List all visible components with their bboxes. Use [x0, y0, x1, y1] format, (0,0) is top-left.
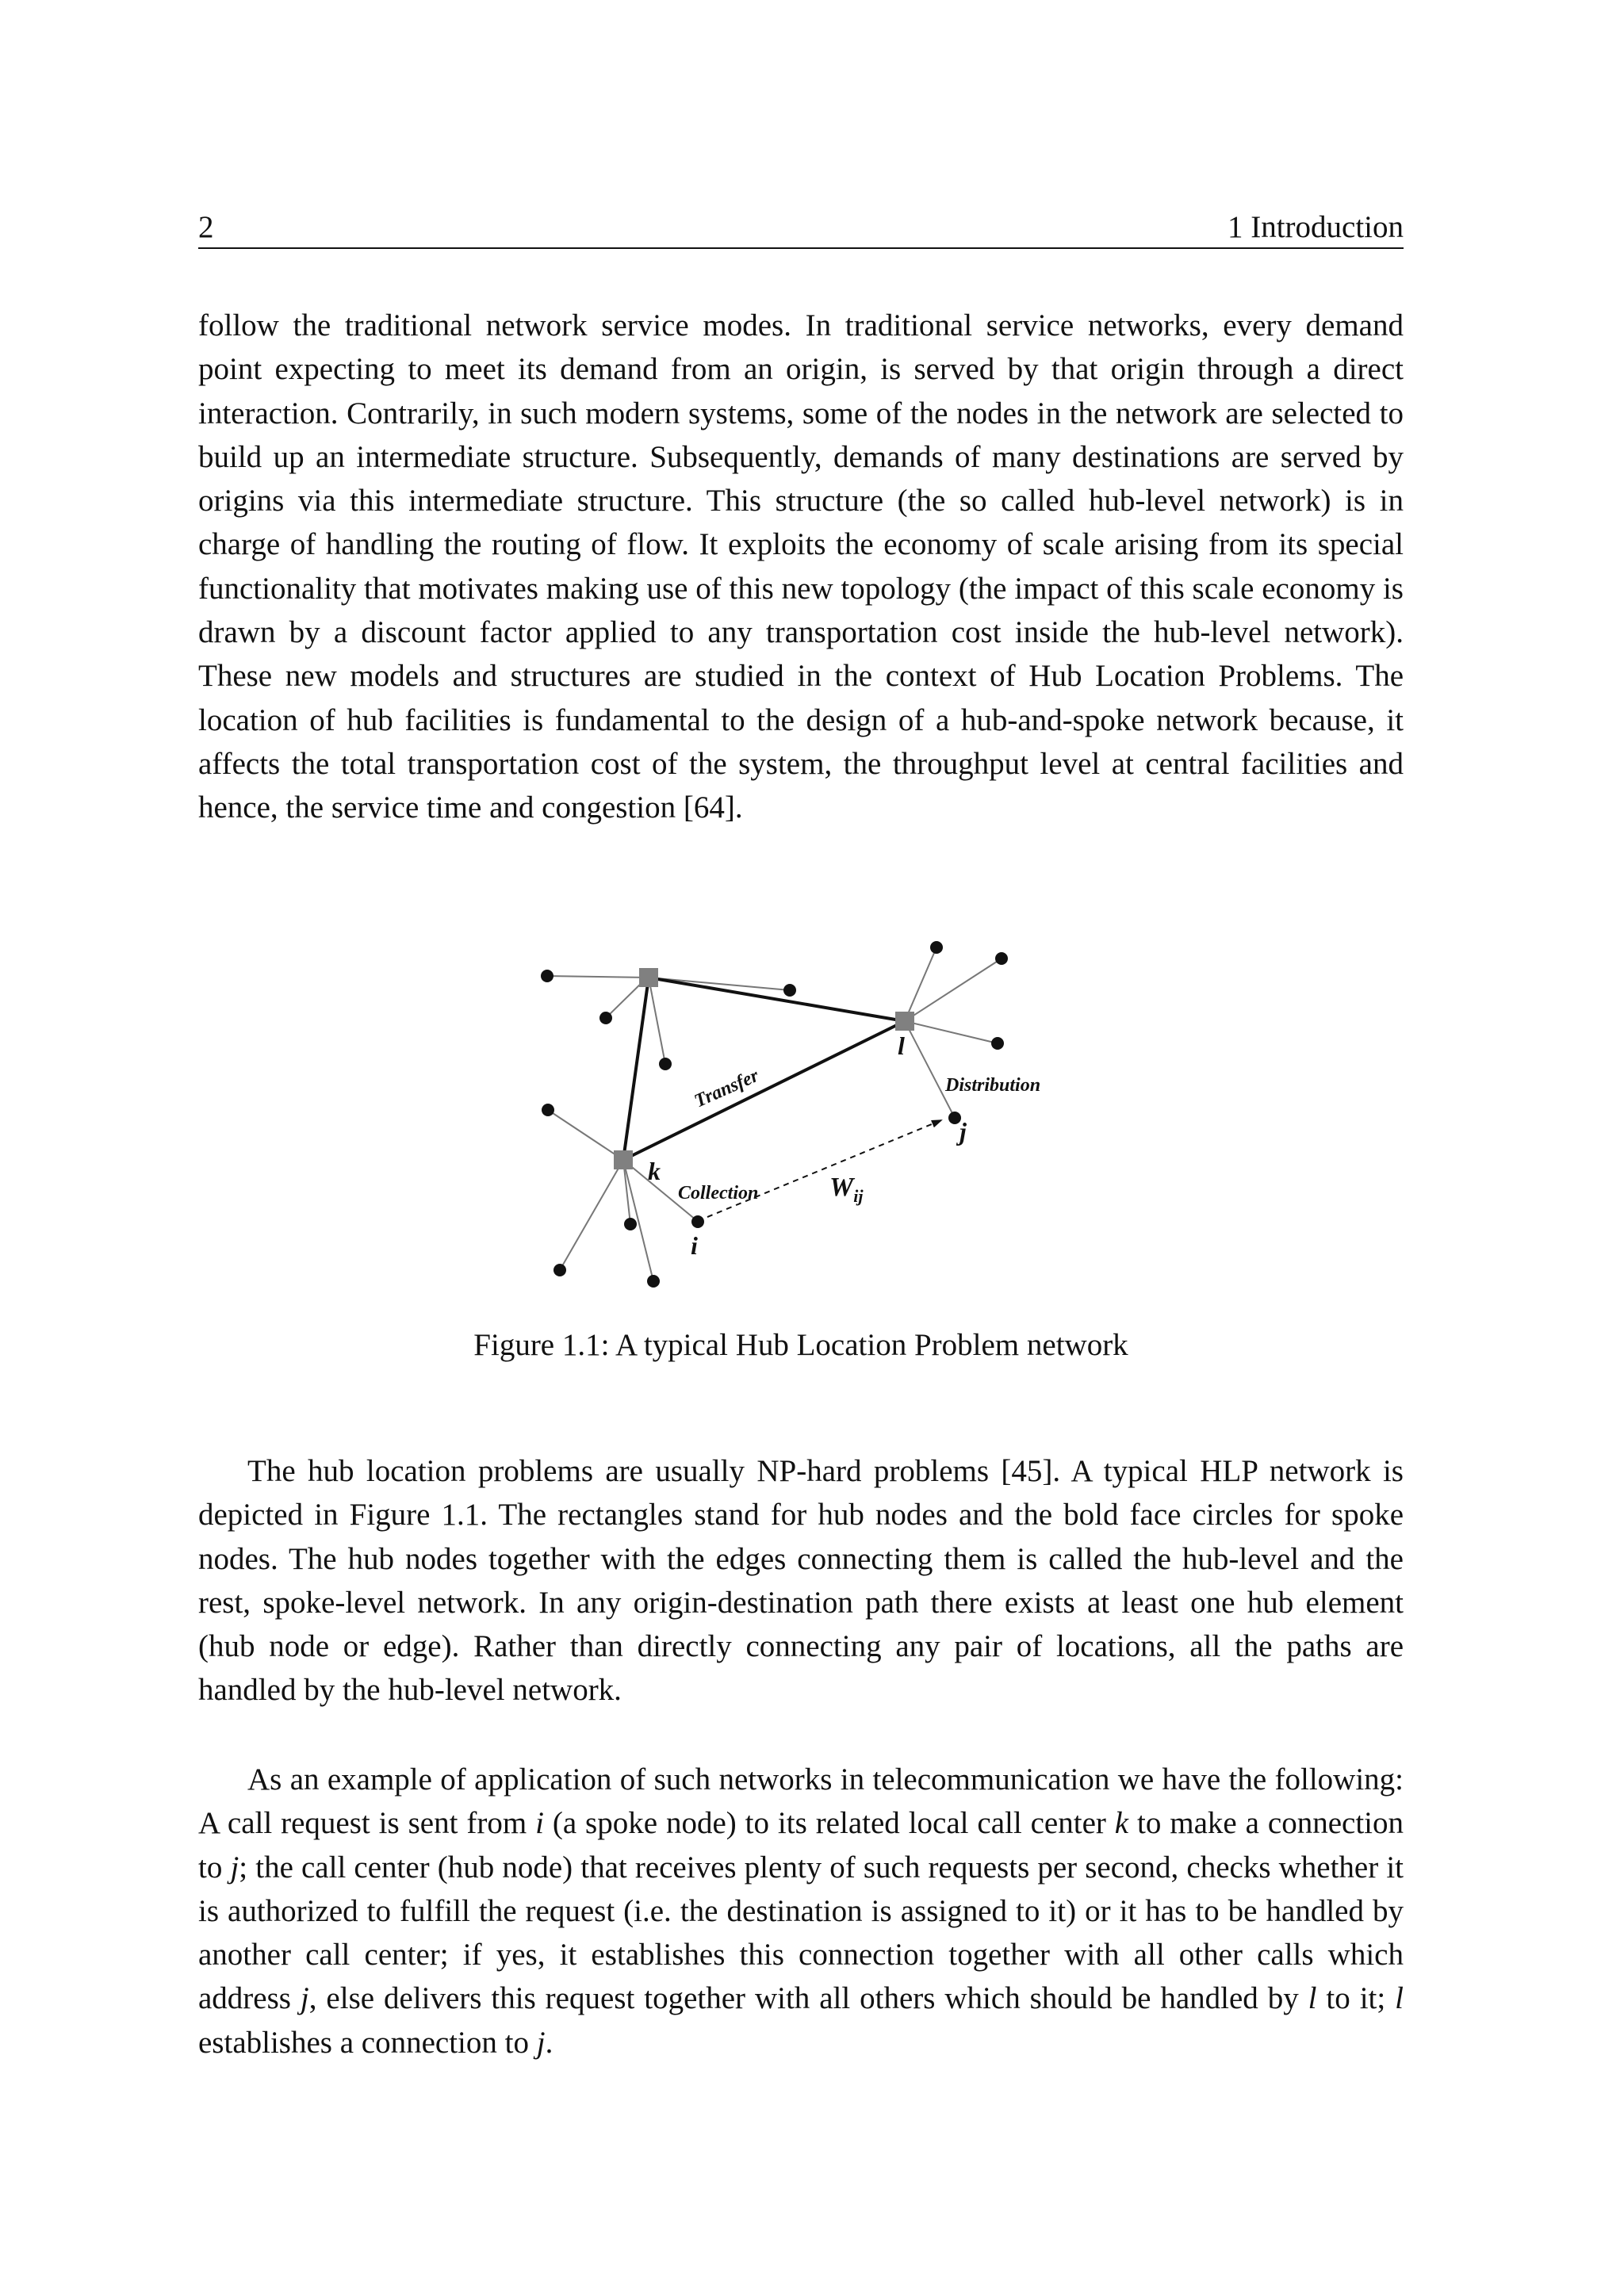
math-var: l — [1395, 1981, 1404, 2016]
math-var: j — [230, 1850, 239, 1885]
spoke-node — [995, 952, 1008, 965]
text-run: to it; — [1316, 1981, 1396, 2016]
math-var: j — [536, 2025, 546, 2060]
demand-path-arrow — [698, 1120, 941, 1221]
hub-network-figure — [198, 928, 1404, 1308]
hub-node-l — [895, 1012, 914, 1031]
text-run: establishes a connection to — [198, 2025, 537, 2060]
spoke-node-i — [691, 1215, 704, 1228]
hub-network-diagram — [198, 928, 1404, 1308]
l-label: l — [898, 1031, 905, 1060]
spoke-node — [542, 1104, 554, 1116]
text-run: (a spoke node) to its related local call center — [543, 1806, 1115, 1841]
math-var: l — [1308, 1981, 1317, 2016]
paragraph-intro: follow the traditional network service modes. In traditional service networks, every demand point expecting to meet its demand from an origin, is served by that origin through a direct interaction. Contrarily, in such modern systems, some of the nodes in the network are selected to build up an intermediate structure. Subsequently, demands of many destinations are served by origins via this intermediate structure. This structure (the so called hub-level network) is in charge of handling the routing of flow. It exploits the economy of scale arising from its special functionality that motivates making use of this new topology (the impact of this scale economy is drawn by a discount factor applied to any transportation cost inside the hub-level network). These new models and structures are studied in the context of Hub Location Problems. The location of hub facilities is fundamental to the design of a hub-and-spoke network because, it affects the total transportation cost of the system, the throughput level at central facilities and hence, the service time and congestion [64]. — [198, 308, 1404, 825]
math-var: k — [1114, 1806, 1129, 1841]
text-run: , else delivers this request together with all others which should be handled by — [308, 1981, 1308, 2016]
distribution-label: Distribution — [945, 1075, 1041, 1096]
math-var: i — [535, 1806, 544, 1841]
text-run: . — [545, 2025, 553, 2060]
text-run: As an example of application of such networks in telecommunication we have the following: A call request is sent from — [198, 1762, 1404, 1841]
transfer-label: Transfer — [691, 1065, 762, 1112]
w-subscript: ij — [853, 1186, 864, 1206]
math-var: j — [300, 1981, 309, 2016]
w-symbol: W — [829, 1173, 854, 1202]
figure-caption: Figure 1.1: A typical Hub Location Problem network — [473, 1328, 1128, 1362]
spoke-node — [991, 1037, 1004, 1050]
j-label: j — [959, 1117, 967, 1146]
page-header — [198, 208, 1404, 249]
collection-label: Collection — [678, 1183, 759, 1203]
paragraph-example — [198, 1758, 1404, 2064]
spoke-node — [659, 1058, 672, 1070]
w-label — [829, 1173, 864, 1206]
spoke-node — [647, 1275, 660, 1288]
spoke-node — [553, 1264, 566, 1276]
page-number: 2 — [198, 210, 214, 244]
k-label: k — [648, 1157, 661, 1185]
running-head: 1 Introduction — [1227, 210, 1404, 244]
spoke-node — [541, 970, 553, 982]
hub-node — [639, 968, 658, 987]
spoke-node — [930, 941, 943, 954]
paragraph-hlp: The hub location problems are usually NP-hard problems [45]. A typical HLP network is depicted in Figure 1.1. The rectangles stand for hub nodes and the bold face circles for spoke nodes. The hub nodes together with the edges connecting them is called the hub-level and the rest, spoke-level network. In any origin-destination path there exists at least one hub element (hub node or edge). Rather than directly connecting any pair of locations, all the paths are handled by the hub-level network. — [198, 1454, 1404, 1708]
spoke-node — [599, 1012, 612, 1024]
i-label: i — [691, 1231, 698, 1260]
spoke-node — [624, 1218, 637, 1230]
spoke-node — [783, 984, 796, 997]
text-run: to make a connection to — [198, 1806, 1404, 1885]
spoke-nodes — [541, 941, 1008, 1288]
hub-node-k — [614, 1150, 633, 1169]
text-run: ; the call center (hub node) that receives plenty of such requests per second, checks whether it is authorized to fulfill the request (i.e. the destination is assigned to it) or it has to be handled by another call center; if yes, it establishes this connection together with all other calls which address — [198, 1850, 1404, 2016]
